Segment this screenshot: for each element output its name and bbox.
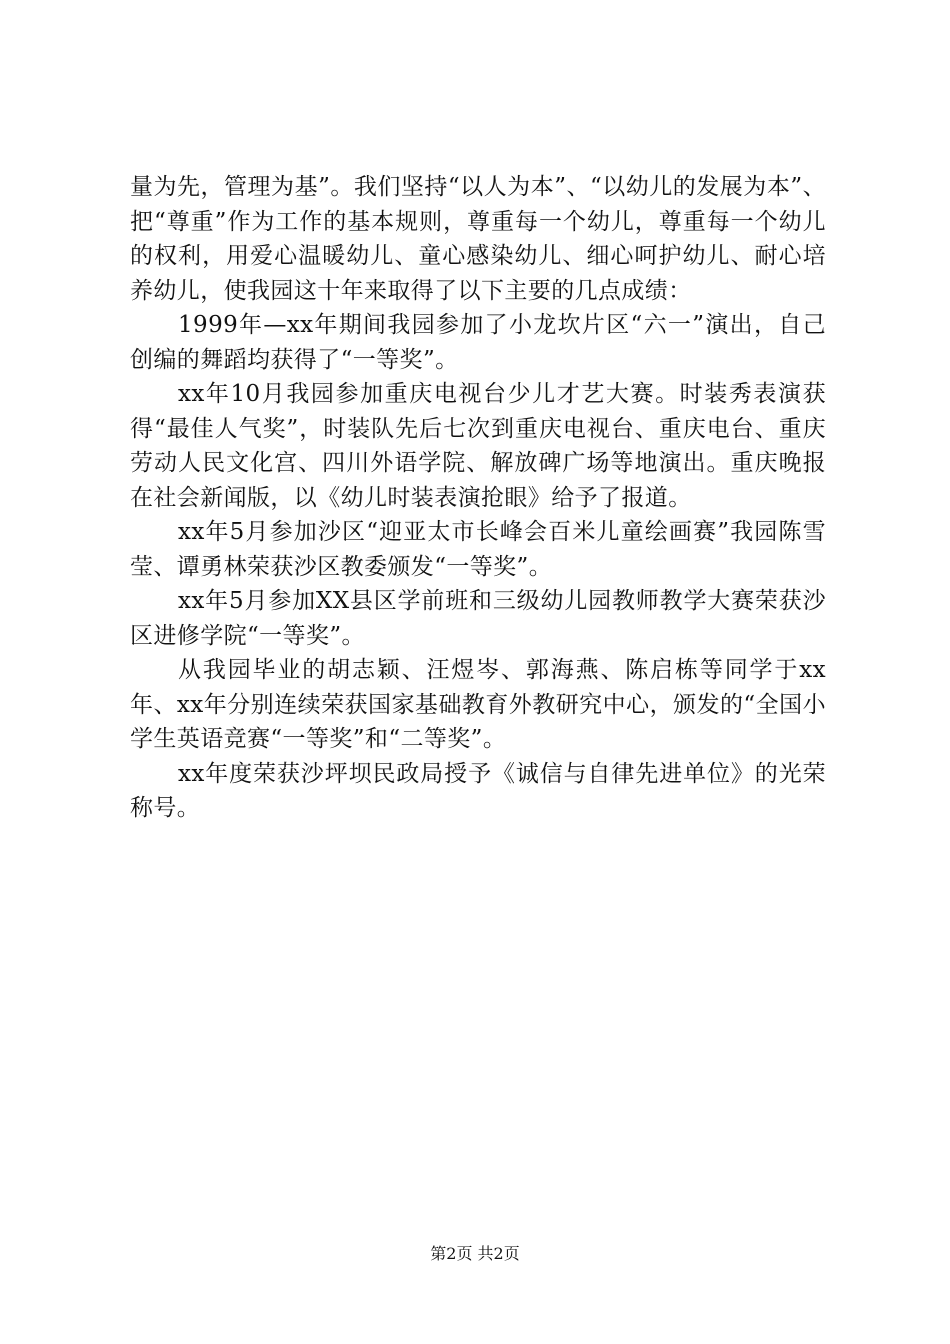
paragraph-chongqing-tv-contest: xx年10月我园参加重庆电视台少儿才艺大赛。时装秀表演获得“最佳人气奖”，时装队先后七次到重庆电视台、重庆电台、重庆劳动人民文化宫、四川外语学院、解放碑广场等地演出。重庆晚报在社会新闻版，以《幼儿时装表演抢眼》给予了报道。 <box>130 381 826 511</box>
paragraph-continuation: 量为先，管理为基”。我们坚持“以人为本”、“以幼儿的发展为本”、把“尊重”作为工作的基本规则，尊重每一个幼儿，尊重每一个幼儿的权利，用爱心温暖幼儿、童心感染幼儿、细心呵护幼儿、耐心培养幼儿，使我园这十年来取得了以下主要的几点成绩： <box>130 174 826 304</box>
paragraph-painting-contest: xx年5月参加沙区“迎亚太市长峰会百米儿童绘画赛”我园陈雪莹、谭勇林荣获沙区教委颁发“一等奖”。 <box>130 519 826 580</box>
page-number-footer: 第2页 共2页 <box>430 1244 520 1263</box>
paragraph-teaching-contest: xx年5月参加XX县区学前班和三级幼儿园教师教学大赛荣获沙区进修学院“一等奖”。 <box>130 588 826 649</box>
document-body <box>130 170 826 826</box>
paragraph-english-contest: 从我园毕业的胡志颖、汪煜岑、郭海燕、陈启栋等同学于xx年、xx年分别连续荣获国家基础教育外教研究中心，颁发的“全国小学生英语竞赛“一等奖”和“二等奖”。 <box>130 657 826 752</box>
paragraph-integrity-title: xx年度荣获沙坪坝民政局授予《诚信与自律先进单位》的光荣称号。 <box>130 760 826 821</box>
paragraph-1999-dance-award: 1999年—xx年期间我园参加了小龙坎片区“六一”演出，自己创编的舞蹈均获得了“一等奖”。 <box>130 312 826 373</box>
